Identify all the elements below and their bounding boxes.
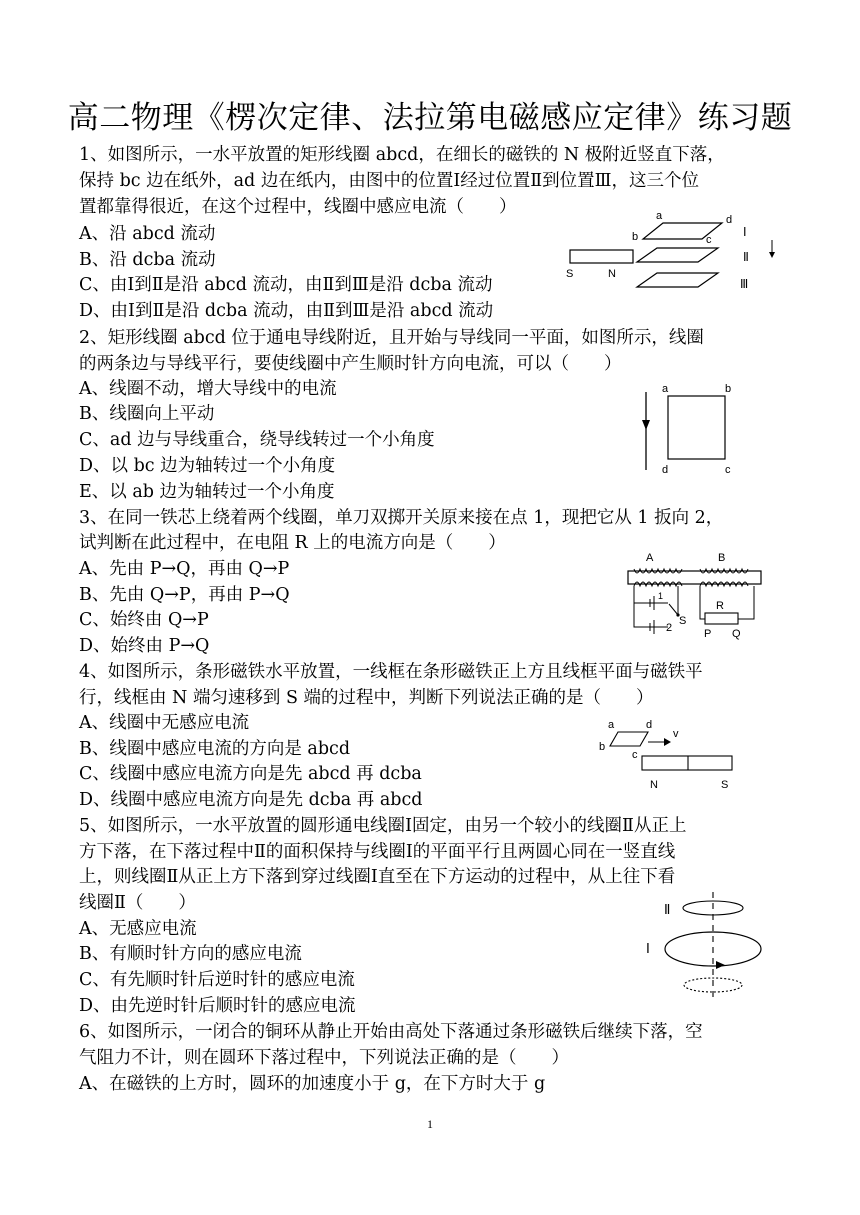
q2-option-d: D、以 bc 边为轴转过一个小角度 bbox=[79, 456, 336, 476]
q1-figure bbox=[560, 205, 785, 300]
q2-current-arrowhead bbox=[642, 420, 650, 430]
q5-option-a: A、无感应电流 bbox=[79, 919, 197, 939]
q2-label-b: b bbox=[725, 383, 732, 395]
q5-stem-line-4: 线圈Ⅱ（ ） bbox=[79, 893, 196, 913]
q1-label-a: a bbox=[656, 210, 663, 222]
q5-option-d: D、由先逆时针后顺时针的感应电流 bbox=[79, 996, 356, 1016]
q1-label-d: d bbox=[726, 214, 733, 226]
page-title: 高二物理《楞次定律、法拉第电磁感应定律》练习题 bbox=[67, 100, 793, 136]
q3-option-a: A、先由 P→Q，再由 Q→P bbox=[79, 559, 290, 579]
q2-option-e: E、以 ab 边为轴转过一个小角度 bbox=[79, 482, 335, 502]
q1-label-s: S bbox=[566, 268, 574, 280]
q2-option-a: A、线圈不动，增大导线中的电流 bbox=[79, 379, 337, 399]
q4-velocity-arrowhead bbox=[664, 738, 671, 746]
q4-label-b: b bbox=[599, 741, 606, 753]
q3-stem-line-1: 3、在同一铁芯上绕着两个线圈，单刀双掷开关原来接在点 1，现把它从 1 扳向 2， bbox=[79, 508, 724, 528]
q2-option-c: C、ad 边与导线重合，绕导线转过一个小角度 bbox=[79, 430, 435, 450]
q3-label-q: Q bbox=[732, 628, 741, 640]
q2-figure bbox=[630, 380, 750, 480]
q5-stem-line-1: 5、如图所示，一水平放置的圆形通电线圈Ⅰ固定，由另一个较小的线圈Ⅱ从正上 bbox=[79, 816, 687, 836]
q1-coil-position-2 bbox=[637, 248, 718, 262]
q3-label-contact-2: 2 bbox=[666, 622, 673, 634]
q3-label-contact-1: 1 bbox=[658, 591, 664, 601]
q4-label-d: d bbox=[646, 719, 653, 731]
q4-label-a: a bbox=[608, 719, 615, 731]
page-number: 1 bbox=[427, 1117, 433, 1131]
q1-option-b: B、沿 dcba 流动 bbox=[79, 250, 216, 270]
q4-stem-line-2: 行，线框由 N 端匀速移到 S 端的过程中，判断下列说法正确的是（ ） bbox=[79, 688, 654, 708]
q1-bar-magnet bbox=[570, 250, 633, 263]
q3-resistor bbox=[705, 613, 738, 624]
q4-label-c: c bbox=[632, 749, 638, 761]
q4-stem-line-1: 4、如图所示，条形磁铁水平放置，一线框在条形磁铁正上方且线框平面与磁铁平 bbox=[79, 662, 703, 682]
q4-option-a: A、线圈中无感应电流 bbox=[79, 713, 250, 733]
q1-stem-line-2: 保持 bc 边在纸外，ad 边在纸内，由图中的位置Ⅰ经过位置Ⅱ到位置Ⅲ，这三个位 bbox=[79, 171, 700, 191]
q4-wire-frame bbox=[610, 732, 648, 746]
q6-stem-line-2: 气阻力不计，则在圆环下落过程中，下列说法正确的是（ ） bbox=[79, 1048, 569, 1068]
q6-stem-line-1: 6、如图所示，一闭合的铜环从静止开始由高处下落通过条形磁铁后继续下落，空 bbox=[79, 1022, 703, 1042]
q5-option-c: C、有先顺时针后逆时针的感应电流 bbox=[79, 970, 355, 990]
q4-bar-magnet bbox=[642, 756, 732, 770]
q4-label-v: v bbox=[673, 728, 679, 740]
q3-label-switch: S bbox=[679, 615, 687, 627]
q2-stem-line-2: 的两条边与导线平行，要使线圈中产生顺时针方向电流，可以（ ） bbox=[79, 354, 622, 374]
q1-option-d: D、由Ⅰ到Ⅱ是沿 dcba 流动，由Ⅱ到Ⅲ是沿 abcd 流动 bbox=[79, 301, 494, 321]
q5-option-b: B、有顺时针方向的感应电流 bbox=[79, 944, 302, 964]
q5-figure bbox=[640, 888, 780, 1006]
q1-coil-position-3 bbox=[637, 273, 718, 287]
q3-label-a: A bbox=[646, 552, 654, 564]
q6-option-a: A、在磁铁的上方时，圆环的加速度小于 g，在下方时大于 g bbox=[79, 1074, 546, 1094]
q3-label-b: B bbox=[718, 552, 726, 564]
q2-option-b: B、线圈向上平动 bbox=[79, 404, 215, 424]
q1-label-position-2: Ⅱ bbox=[743, 250, 749, 264]
q3-option-b: B、先由 Q→P，再由 P→Q bbox=[79, 585, 290, 605]
q1-stem-line-3: 置都靠得很近，在这个过程中，线圈中感应电流（ ） bbox=[79, 197, 517, 217]
q5-label-coil-1: Ⅰ bbox=[646, 941, 650, 956]
q1-label-c: c bbox=[706, 234, 712, 246]
q4-figure bbox=[590, 712, 760, 797]
q4-option-d: D、线圈中感应电流方向是先 dcba 再 abcd bbox=[79, 790, 423, 810]
q3-circuit-wires bbox=[634, 586, 754, 634]
q3-option-d: D、始终由 P→Q bbox=[79, 636, 210, 656]
q3-stem-line-2: 试判断在此过程中，在电阻 R 上的电流方向是（ ） bbox=[79, 533, 506, 553]
q1-label-position-1: Ⅰ bbox=[743, 225, 747, 239]
q3-label-p: P bbox=[704, 628, 712, 640]
q2-coil bbox=[668, 396, 725, 459]
q4-option-b: B、线圈中感应电流的方向是 abcd bbox=[79, 739, 351, 759]
q5-stem-line-3: 上，则线圈Ⅱ从正上方下落到穿过线圈Ⅰ直至在下方运动的过程中，从上往下看 bbox=[79, 867, 676, 887]
q2-label-d: d bbox=[662, 464, 669, 476]
q3-label-r: R bbox=[716, 600, 724, 612]
q3-option-c: C、始终由 Q→P bbox=[79, 610, 209, 630]
q1-fall-arrowhead bbox=[769, 252, 775, 258]
q5-current-arrowhead bbox=[716, 961, 725, 969]
q1-label-b: b bbox=[632, 231, 639, 243]
q4-label-n: N bbox=[650, 779, 658, 791]
q2-label-c: c bbox=[725, 464, 731, 476]
q4-label-s: S bbox=[721, 779, 729, 791]
q5-label-coil-2: Ⅱ bbox=[664, 902, 671, 917]
q1-label-position-3: Ⅲ bbox=[740, 277, 749, 291]
q5-stem-line-2: 方下落，在下落过程中Ⅱ的面积保持与线圈Ⅰ的平面平行且两圆心同在一竖直线 bbox=[79, 842, 676, 862]
q1-stem-line-1: 1、如图所示，一水平放置的矩形线圈 abcd，在细长的磁铁的 N 极附近竖直下落， bbox=[79, 145, 725, 165]
q2-label-a: a bbox=[662, 383, 669, 395]
q1-option-a: A、沿 abcd 流动 bbox=[79, 224, 216, 244]
q4-option-c: C、线圈中感应电流方向是先 abcd 再 dcba bbox=[79, 764, 422, 784]
q1-label-n: N bbox=[608, 268, 616, 280]
q3-figure bbox=[620, 547, 770, 642]
q1-option-c: C、由Ⅰ到Ⅱ是沿 abcd 流动，由Ⅱ到Ⅲ是沿 dcba 流动 bbox=[79, 275, 493, 295]
q2-stem-line-1: 2、矩形线圈 abcd 位于通电导线附近，且开始与导线同一平面，如图所示，线圈 bbox=[79, 328, 704, 348]
